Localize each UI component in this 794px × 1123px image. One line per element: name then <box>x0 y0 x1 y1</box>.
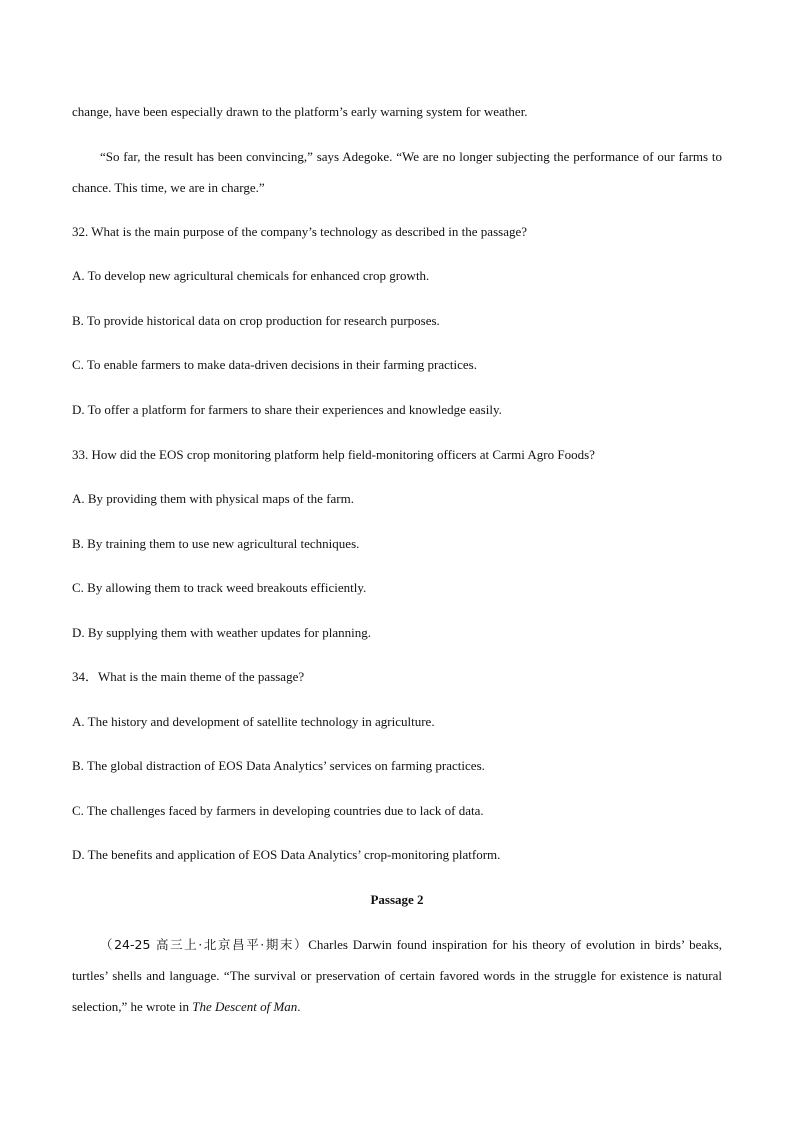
passage1-quote-paragraph: “So far, the result has been convincing,” says Adegoke. “We are no longer subjecting the performance of our farms to chance. This time, we are in charge.” <box>72 149 722 195</box>
question-32-option-d: D. To offer a platform for farmers to share their experiences and knowledge easily. <box>72 402 502 417</box>
passage2-heading: Passage 2 <box>370 892 424 907</box>
question-34-option-a: A. The history and development of satellite technology in agriculture. <box>72 714 435 729</box>
passage1-closing-line: change, have been especially drawn to the platform’s early warning system for weather. <box>72 104 528 119</box>
question-34-stem: 34．What is the main theme of the passage? <box>72 669 305 684</box>
question-34-option-c: C. The challenges faced by farmers in developing countries due to lack of data. <box>72 803 484 818</box>
question-33-option-c: C. By allowing them to track weed breakouts efficiently. <box>72 580 367 595</box>
question-34-option-d: D. The benefits and application of EOS Data Analytics’ crop-monitoring platform. <box>72 847 501 862</box>
passage2-source-tag: （24-25 高三上·北京昌平·期末） <box>100 937 309 952</box>
question-32-option-b: B. To provide historical data on crop production for research purposes. <box>72 313 440 328</box>
question-33-option-d: D. By supplying them with weather updates for planning. <box>72 625 371 640</box>
question-32-option-a: A. To develop new agricultural chemicals for enhanced crop growth. <box>72 268 430 283</box>
question-33-stem: 33. How did the EOS crop monitoring platform help field-monitoring officers at Carmi Agro Foods? <box>72 447 595 462</box>
book-title: The Descent of Man <box>192 999 298 1014</box>
question-33-option-a: A. By providing them with physical maps of the farm. <box>72 491 354 506</box>
question-33-option-b: B. By training them to use new agricultural techniques. <box>72 536 360 551</box>
question-34-option-b: B. The global distraction of EOS Data Analytics’ services on farming practices. <box>72 758 485 773</box>
question-32-stem: 32. What is the main purpose of the company’s technology as described in the passage? <box>72 224 527 239</box>
passage2-end-punct: . <box>297 999 301 1014</box>
question-32-option-c: C. To enable farmers to make data-driven decisions in their farming practices. <box>72 357 477 372</box>
passage2-intro-paragraph <box>72 929 722 1022</box>
passage2-intro-text: Charles Darwin found inspiration for his theory of evolution in birds’ beaks, turtles’ shells and language. “The survival or preservation of certain favored words in the struggle for existence is natural selection,” he wrote in <box>72 937 722 1014</box>
